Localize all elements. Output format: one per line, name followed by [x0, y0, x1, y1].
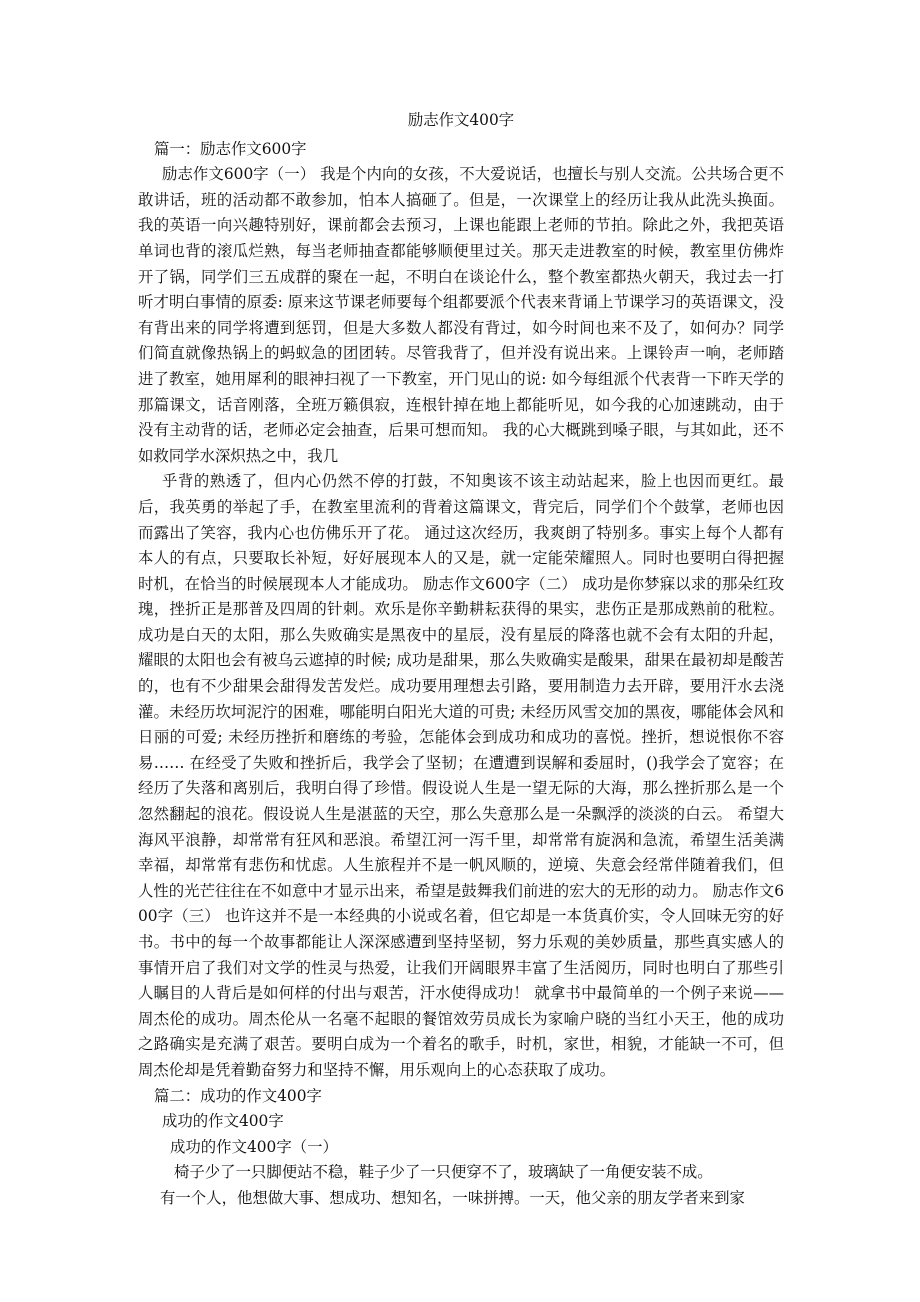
section-heading-1: 篇一：励志作文600字	[154, 139, 307, 158]
document-page	[138, 108, 784, 1212]
subsection-title: 成功的作文400字	[162, 1112, 284, 1131]
body-paragraph: 乎背的熟透了，但内心仍然不停的打鼓，不知奥该不该主动站起来，脸上也因而更红。最后，我英勇的举起了手，在教室里流利的背着这篇课文，背完后，同学们个个鼓掌，老师也因而露出了笑容，我内心也仿佛乐开了花。 通过这次经历，我爽朗了特别多。事实上每个人都有本人的有点，只要取长补短，好好展现本人的又是，就一定能荣耀照人。同时也要明白得把握时机，在恰当的时候展现本人才能成功。 励志作文600字（二） 成功是你梦寐以求的那朵红玫瑰，挫折正是那普及四周的针刺。欢乐是你辛勤耕耘获得的果实，悲伤正是那成熟前的秕粒。成功是白天的太阳，那么失败确实是黑夜中的星辰，没有星辰的降落也就不会有太阳的升起，耀眼的太阳也会有被乌云遮掉的时候; 成功是甜果，那么失败确实是酸果，甜果在最初却是酸苦的，也有不少甜果会甜得发苦发烂。成功要用理想去引路，要用制造力去开辟，要用汗水去浇灌。未经历坎坷泥泞的困难，哪能明白阳光大道的可贵; 未经历风雪交加的黑夜，哪能体会风和日丽的可爱; 未经历挫折和磨练的考验，怎能体会到成功和成功的喜悦。挫折，想说恨你不容易…… 在经受了失败和挫折后，我学会了坚韧；在遭遭到误解和委屈时，()我学会了宽容；在经历了失落和离别后，我明白得了珍惜。假设说人生是一望无际的大海，那么挫折那么是一个忽然翻起的浪花。假设说人生是湛蓝的天空，那么失意那么是一朵飘浮的淡淡的白云。 希望大海风平浪静，却常常有狂风和恶浪。希望江河一泻千里，却常常有旋涡和急流，希望生活美满幸福，却常常有悲伤和忧虑。人生旅程并不是一帆风顺的，逆境、失意会经常伴随着我们，但人性的光芒往往在不如意中才显示出来，希望是鼓舞我们前进的宏大的无形的动力。 励志作文600字（三） 也许这并不是一本经典的小说或名着，但它却是一本货真价实，令人回味无穷的好书。书中的每一个故事都能让人深深感遭到坚持坚韧，努力乐观的美妙质量，那些真实感人的事情开启了我们对文学的性灵与热爱，让我们开阔眼界丰富了生活阅历，同时也明白了那些引人瞩目的人背后是如何样的付出与艰苦，汗水使得成功！ 就拿书中最简单的一个例子来说——周杰伦的成功。周杰伦从一名毫不起眼的餐馆效劳员成长为家喻户晓的当红小天王，他的成功之路确实是充满了艰苦。要明白成为一个着名的歌手，时机，家世，相貌，才能缺一不可，但周杰伦却是凭着勤奋努力和坚持不懈，用乐观向上的心态获取了成功。	[138, 472, 784, 1079]
section-heading-2: 篇二：成功的作文400字	[154, 1086, 322, 1105]
body-paragraph: 有一个人，他想做大事、想成功、想知名，一味拼搏。一天，他父亲的朋友学者来到家	[160, 1188, 745, 1207]
body-paragraph: 励志作文600字（一） 我是个内向的女孩，不大爱说话，也擅长与别人交流。公共场合更不敢讲话，班的活动都不敢参加，怕本人搞砸了。但是，一次课堂上的经历让我从此洗头换面。 我的英语一向兴趣特别好，课前都会去预习，上课也能跟上老师的节拍。除此之外，我把英语单词也背的滚瓜烂熟，每当老师抽查都能够顺便里过关。那天走进教室的时候，教室里仿佛炸开了锅，同学们三五成群的聚在一起，不明白在谈论什么，整个教室都热火朝天，我过去一打听才明白事情的原委: 原来这节课老师要每个组都要派个代表来背诵上节课学习的英语课文，没有背出来的同学将遭到惩罚，但是大多数人都没有背过，如今时间也来不及了，如何办？同学们简直就像热锅上的蚂蚁急的团团转。尽管我背了，但并没有说出来。上课铃声一响，老师踏进了教室，她用犀利的眼神扫视了一下教室，开门见山的说: 如今每组派个代表背一下昨天学的那篇课文，话音刚落，全班万籁俱寂，连根针掉在地上都能听见，如今我的心加速跳动，由于没有主动背的话，老师必定会抽查，后果可想而知。 我的心大概跳到嗓子眼，与其如此，还不如救同学水深炽热之中，我几	[138, 165, 784, 465]
document-title: 励志作文400字	[407, 111, 515, 129]
body-paragraph: 椅子少了一只脚便站不稳，鞋子少了一只便穿不了，玻璃缺了一角便安装不成。	[174, 1163, 713, 1182]
subsection-subtitle: 成功的作文400字（一）	[170, 1137, 338, 1156]
